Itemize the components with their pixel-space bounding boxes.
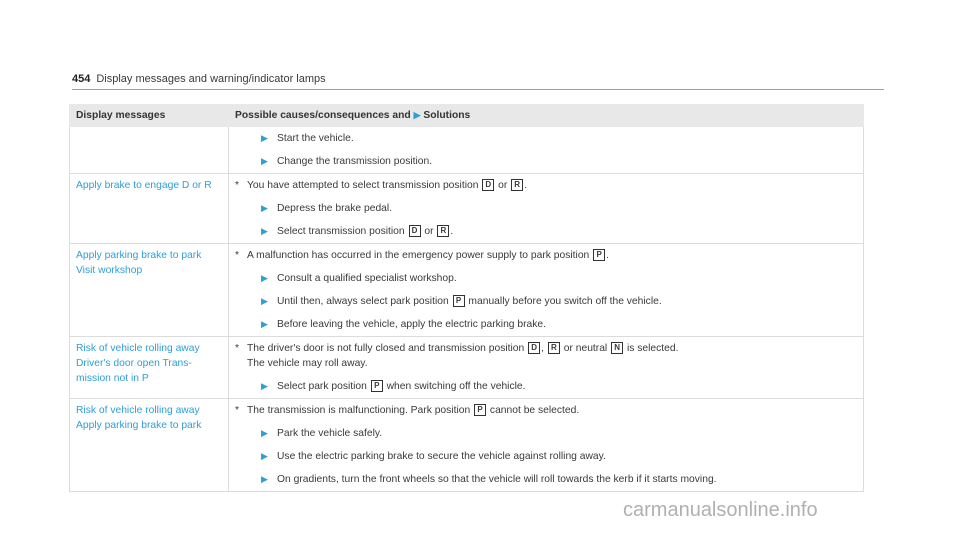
asterisk-icon: * <box>235 250 240 261</box>
page-header <box>72 73 326 85</box>
right-triangle-icon: ▶ <box>261 296 268 306</box>
table-row <box>70 174 864 244</box>
solution-step: ▶ Select park position P when switching off the vehicle. <box>261 381 526 392</box>
cause-consequence: The vehicle may roll away. <box>247 358 368 369</box>
message-description <box>229 337 864 399</box>
right-triangle-icon: ▶ <box>261 273 268 283</box>
message-name: Apply parking brake to park Visit workshop <box>70 244 229 337</box>
gear-r-icon: R <box>548 342 560 354</box>
right-triangle-icon: ▶ <box>261 381 268 391</box>
gear-d-icon: D <box>482 179 494 191</box>
right-triangle-icon: ▶ <box>261 156 268 166</box>
cause-line: * The driver's door is not fully closed and transmission position D , R or neutral N is selected. <box>235 343 679 354</box>
gear-p-icon: P <box>474 404 486 416</box>
gear-r-icon: R <box>437 225 449 237</box>
cause-line: * The transmission is malfunctioning. Park position P cannot be selected. <box>235 405 580 416</box>
message-description <box>229 399 864 492</box>
right-triangle-icon: ▶ <box>261 428 268 438</box>
table-header-row <box>70 105 864 127</box>
solution-step: ▶ Change the transmission position. <box>261 156 433 167</box>
solution-step: ▶ Until then, always select park position P manually before you switch off the vehicle. <box>261 296 662 307</box>
column-header-causes-solutions: Possible causes/consequences and ▶ Solutions <box>229 105 864 127</box>
table-row <box>70 244 864 337</box>
solution-step: ▶ Start the vehicle. <box>261 133 354 144</box>
gear-n-icon: N <box>611 342 623 354</box>
right-triangle-icon: ▶ <box>261 474 268 484</box>
right-triangle-icon: ▶ <box>261 319 268 329</box>
watermark: carmanualsonline.info <box>623 499 818 521</box>
asterisk-icon: * <box>235 343 240 354</box>
cause-line: * You have attempted to select transmission position D or R . <box>235 180 528 191</box>
right-triangle-icon: ▶ <box>261 226 268 236</box>
solution-step: ▶ On gradients, turn the front wheels so that the vehicle will roll towards the kerb if it starts moving. <box>261 474 717 485</box>
gear-p-icon: P <box>453 295 465 307</box>
message-description <box>229 174 864 244</box>
gear-r-icon: R <box>511 179 523 191</box>
asterisk-icon: * <box>235 180 240 191</box>
solution-step: ▶ Use the electric parking brake to secure the vehicle against rolling away. <box>261 451 606 462</box>
gear-d-icon: D <box>528 342 540 354</box>
right-triangle-icon: ▶ <box>261 451 268 461</box>
cause-line: * A malfunction has occurred in the emergency power supply to park position P . <box>235 250 610 261</box>
table-row <box>70 399 864 492</box>
right-triangle-icon: ▶ <box>413 110 421 120</box>
page-section-title: Display messages and warning/indicator lamps <box>96 73 326 85</box>
solution-step: ▶ Depress the brake pedal. <box>261 203 393 214</box>
gear-p-icon: P <box>593 249 605 261</box>
table-row <box>70 127 864 174</box>
right-triangle-icon: ▶ <box>261 203 268 213</box>
message-name <box>70 127 229 174</box>
asterisk-icon: * <box>235 405 240 416</box>
solution-step: ▶ Before leaving the vehicle, apply the electric parking brake. <box>261 319 547 330</box>
table-row <box>70 337 864 399</box>
message-name: Apply brake to engage D or R <box>70 174 229 244</box>
solution-step: ▶ Park the vehicle safely. <box>261 428 383 439</box>
gear-p-icon: P <box>371 380 383 392</box>
right-triangle-icon: ▶ <box>261 133 268 143</box>
column-header-display-messages: Display messages <box>70 105 229 127</box>
gear-d-icon: D <box>409 225 421 237</box>
solution-step: ▶ Consult a qualified specialist workshop. <box>261 273 457 284</box>
message-description <box>229 127 864 174</box>
header-divider <box>72 89 884 90</box>
message-name: Risk of vehicle rolling away Apply parking brake to park <box>70 399 229 492</box>
solution-step: ▶ Select transmission position D or R . <box>261 226 454 237</box>
message-description <box>229 244 864 337</box>
display-messages-table <box>69 104 864 492</box>
page-number: 454 <box>72 73 91 85</box>
message-name: Risk of vehicle rolling away Driver's door open Trans- mission not in P <box>70 337 229 399</box>
